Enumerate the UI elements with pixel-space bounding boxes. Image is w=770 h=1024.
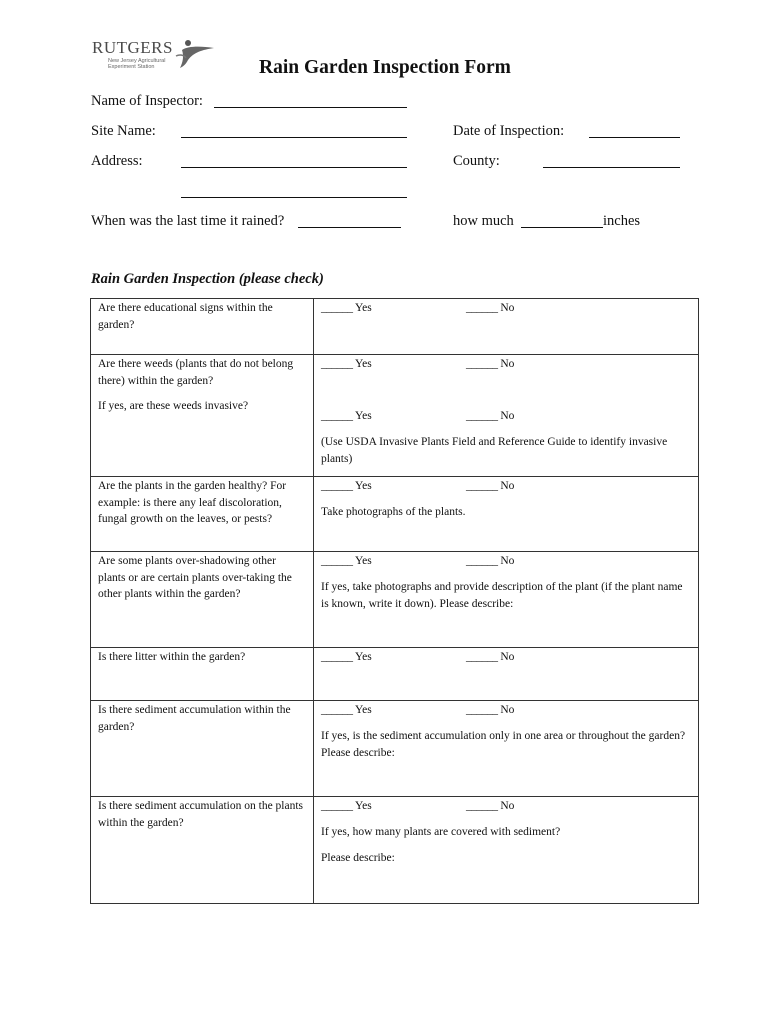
answer-cell	[314, 355, 699, 477]
table-row	[91, 648, 699, 701]
logo-subtitle-2: Experiment Station	[108, 64, 155, 70]
question-text: Is there sediment accumulation on the plants within the garden?	[98, 800, 304, 829]
instruction-note: If yes, how many plants are covered with sediment?	[321, 826, 561, 838]
no-option[interactable]: ______ No	[466, 555, 515, 567]
yes-option[interactable]: ______ Yes	[321, 358, 372, 370]
question-text: Is there sediment accumulation within the garden?	[98, 704, 291, 733]
form-title: Rain Garden Inspection Form	[259, 57, 511, 78]
invasive-yes-no-choice	[321, 408, 691, 425]
answer-cell	[314, 552, 699, 648]
instruction-note: Take photographs of the plants.	[321, 506, 466, 518]
table-row	[91, 797, 699, 904]
yes-no-choice	[321, 798, 691, 815]
county-label: County:	[453, 153, 500, 169]
date-field[interactable]	[589, 137, 680, 138]
answer-cell	[314, 701, 699, 797]
instruction-note: (Use USDA Invasive Plants Field and Reference Guide to identify invasive plants)	[321, 436, 668, 465]
question-cell	[91, 477, 314, 552]
question-text: Are there educational signs within the garden?	[98, 302, 273, 331]
yes-no-choice	[321, 478, 691, 495]
address-field-line-2[interactable]	[181, 197, 407, 198]
yes-option[interactable]: ______ Yes	[321, 704, 372, 716]
section-title: Rain Garden Inspection (please check)	[91, 271, 324, 287]
yes-no-choice	[321, 649, 691, 666]
table-row	[91, 299, 699, 355]
question-text: Is there litter within the garden?	[98, 651, 246, 663]
description-prompt: If yes, is the sediment accumulation only in one area or throughout the garden? Please describe:	[321, 730, 686, 759]
table-row	[91, 552, 699, 648]
address-field-line-1[interactable]	[181, 167, 407, 168]
no-option[interactable]: ______ No	[466, 358, 515, 370]
question-cell	[91, 552, 314, 648]
yes-no-choice	[321, 300, 691, 317]
no-option[interactable]: ______ No	[466, 800, 515, 812]
rain-amount-label: how much	[453, 213, 514, 229]
description-prompt: If yes, take photographs and provide description of the plant (if the plant name is known, write it down). Please describe:	[321, 581, 683, 610]
no-option[interactable]: ______ No	[466, 410, 515, 422]
site-name-field[interactable]	[181, 137, 407, 138]
question-cell	[91, 701, 314, 797]
last-rain-label: When was the last time it rained?	[91, 213, 285, 229]
logo-wordmark: RUTGERS	[92, 38, 173, 57]
followup-question-text: If yes, are these weeds invasive?	[98, 400, 249, 412]
inspector-label: Name of Inspector:	[91, 93, 203, 109]
question-cell	[91, 299, 314, 355]
question-text: Are some plants over-shadowing other plants or are certain plants over-taking the other plants within the garden?	[98, 555, 292, 600]
yes-option[interactable]: ______ Yes	[321, 651, 372, 663]
question-text: Are there weeds (plants that do not belong there) within the garden?	[98, 358, 294, 387]
site-name-label: Site Name:	[91, 123, 156, 139]
description-prompt: Please describe:	[321, 851, 395, 864]
answer-cell	[314, 797, 699, 904]
inches-label: inches	[603, 213, 641, 229]
answer-cell	[314, 648, 699, 701]
address-label: Address:	[91, 153, 143, 169]
question-cell	[91, 797, 314, 904]
inspection-table	[90, 298, 699, 904]
yes-option[interactable]: ______ Yes	[321, 480, 372, 492]
answer-cell	[314, 299, 699, 355]
table-row	[91, 355, 699, 477]
last-rain-field[interactable]	[298, 227, 401, 228]
yes-no-choice	[321, 356, 691, 373]
rain-amount-field[interactable]	[521, 227, 603, 228]
question-cell	[91, 355, 314, 477]
no-option[interactable]: ______ No	[466, 302, 515, 314]
yes-no-choice	[321, 702, 691, 719]
no-option[interactable]: ______ No	[466, 704, 515, 716]
yes-option[interactable]: ______ Yes	[321, 410, 372, 422]
yes-option[interactable]: ______ Yes	[321, 555, 372, 567]
logo-subtitle-1: New Jersey Agricultural	[108, 58, 166, 64]
no-option[interactable]: ______ No	[466, 480, 515, 492]
table-row	[91, 701, 699, 797]
no-option[interactable]: ______ No	[466, 651, 515, 663]
table-row	[91, 477, 699, 552]
yes-option[interactable]: ______ Yes	[321, 800, 372, 812]
question-cell	[91, 648, 314, 701]
date-label: Date of Inspection:	[453, 123, 565, 139]
question-text: Are the plants in the garden healthy? For example: is there any leaf discoloration, fungal growth on the leaves, or pests?	[98, 480, 287, 525]
inspector-name-field[interactable]	[214, 107, 407, 108]
county-field[interactable]	[543, 167, 680, 168]
yes-option[interactable]: ______ Yes	[321, 302, 372, 314]
yes-no-choice	[321, 553, 691, 570]
answer-cell	[314, 477, 699, 552]
